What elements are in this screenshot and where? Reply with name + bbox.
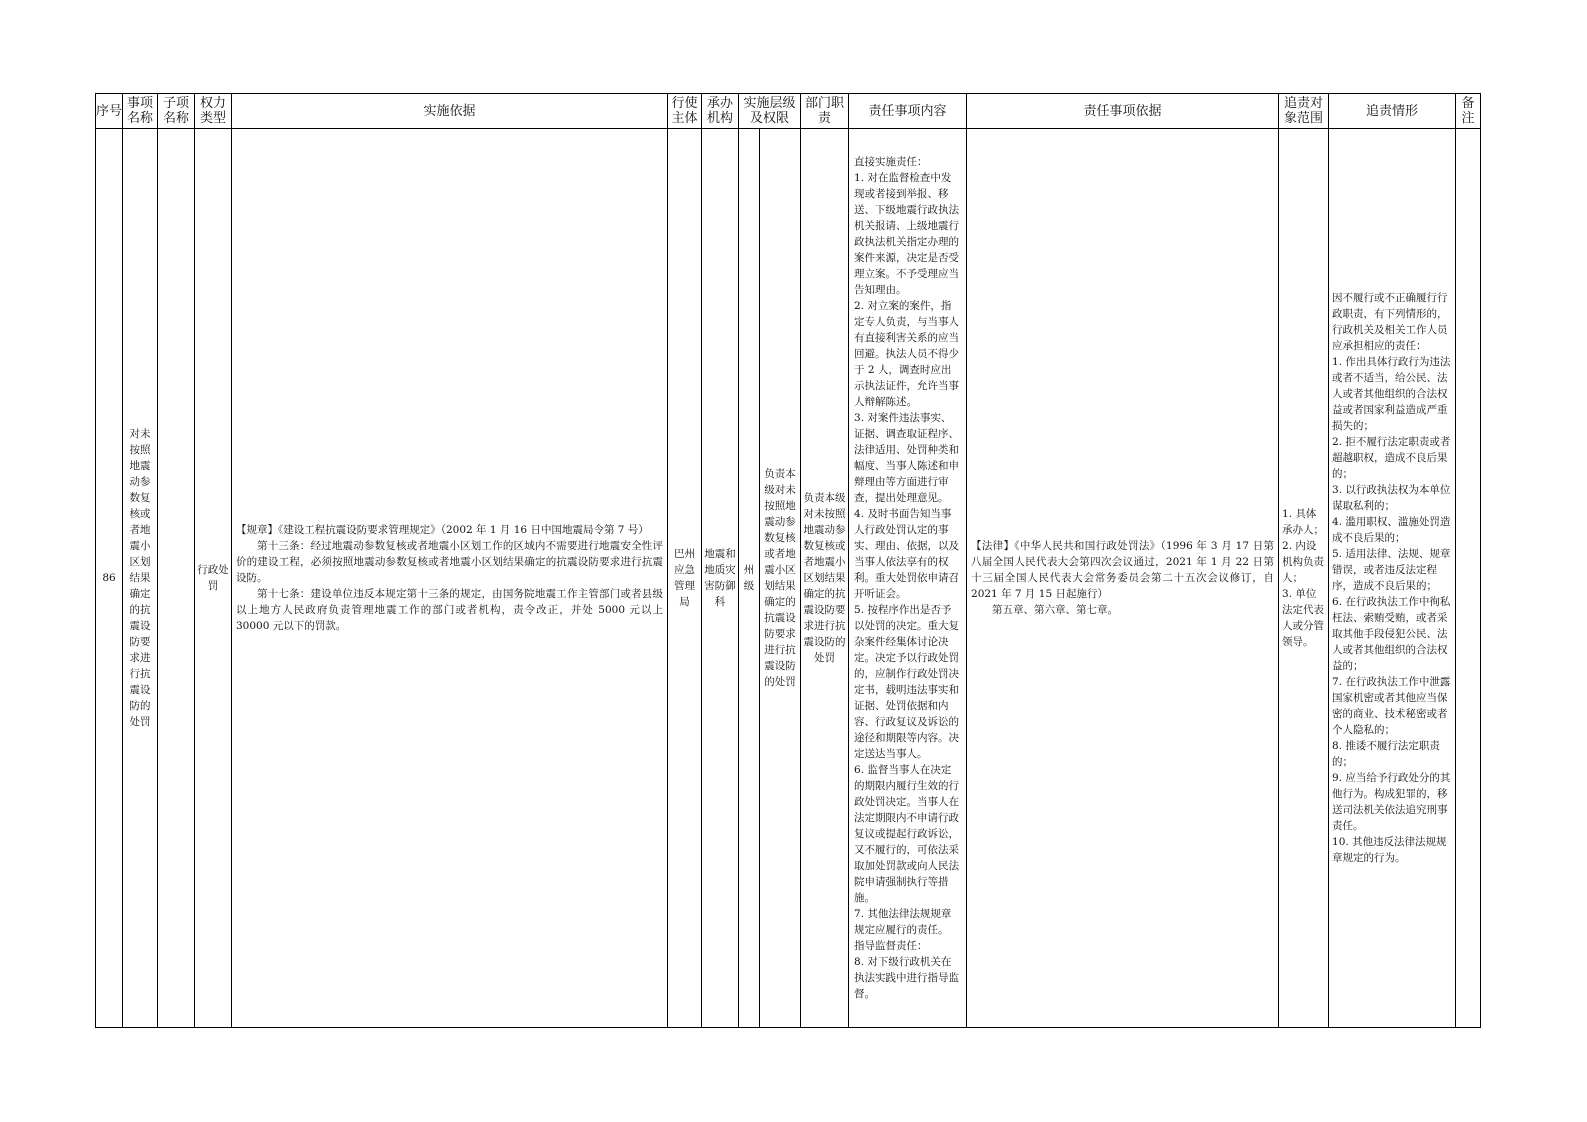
cell-accountable-cases: 因不履行或不正确履行行政职责，有下列情形的，行政机关及相关工作人员应承担相应的责任： 1. 作出具体行政行为违法或者不适当，给公民、法人或者其他组织的合法权益或者国家利益造成严重损失的； 2. 拒不履行法定职责或者超越职权，造成不良后果的； 3. 以行政执法权为本单位谋取私利的； 4. 滥用职权、滥施处罚造成不良后果的； 5. 适用法律、法规、规章错误，或者违反法定程序，造成不良后果的； 6. 在行政执法工作中徇私枉法、索贿受贿，或者采取其他手段侵犯公民、法人或者其他组织的合法权益的； 7. 在行政执法工作中泄露国家机密或者其他应当保密的商业、技术秘密或者个人隐私的； 8. 推诿不履行法定职责的； 9. 应当给予行政处分的其他行为。构成犯罪的，移送司法机关依法追究刑事责任。 10. 其他违反法律法规规章规定的行为。: [1329, 129, 1456, 1028]
header-subject: 行使主体: [668, 94, 702, 129]
basis-article-17: 第十七条：建设单位违反本规定第十三条的规定，由国务院地震工作主管部门或者县级以上地方人民政府负责管理地震工作的部门或者机构，责令改正，并处 5000 元以上 30000 元以下的罚款。: [236, 588, 667, 632]
cell-subject: 巴州应急管理局: [668, 129, 702, 1028]
cell-resp-content: 直接实施责任： 1. 对在监督检查中发现或者接到举报、移送、下级地震行政执法机关报请、上级地震行政执法机关指定办理的案件来源，决定是否受理立案。不予受理应当告知理由。 2. 对立案的案件，指定专人负责，与当事人有直接利害关系的应当回避。执法人员不得少于 2 人，调查时应出示执法证件，允许当事人辩解陈述。 3. 对案件违法事实、证据、调查取证程序、法律适用、处罚种类和幅度、当事人陈述和申辩理由等方面进行审查，提出处理意见。 4. 及时书面告知当事人行政处罚认定的事实、理由、依据，以及当事人依法享有的权利。重大处罚依申请召开听证会。 5. 按程序作出是否予以处罚的决定。重大复杂案件经集体讨论决定。决定予以行政处罚的，应制作行政处罚决定书，载明违法事实和证据、处罚依据和内容、行政复议及诉讼的途径和期限等内容。决定送达当事人。 6. 监督当事人在决定的期限内履行生效的行政处罚决定。当事人在法定期限内不申请行政复议或提起行政诉讼，又不履行的，可依法采取加处罚款或向人民法院申请强制执行等措施。 7. 其他法律法规规章规定应履行的责任。 指导监督责任： 8. 对下级行政机关在执法实践中进行指导监督。: [849, 129, 967, 1028]
cell-accountable-scope: 1. 具体承办人； 2. 内设机构负责人； 3. 单位法定代表人或分管领导。: [1279, 129, 1329, 1028]
cell-dept-duty: 负责本级对未按照地震动参数复核或者地震小区划结果确定的抗震设防要求进行抗震设防的处罚: [801, 129, 849, 1028]
header-resp-content: 责任事项内容: [849, 94, 967, 129]
cell-note: [1456, 129, 1481, 1028]
table-row: [96, 129, 1481, 1028]
header-sub-name: 子项名称: [158, 94, 195, 129]
header-dept-duty: 部门职责: [801, 94, 849, 129]
cell-item-name: 对未按照地震动参数复核或者地震小区划结果确定的抗震设防要求进行抗震设防的处罚: [123, 129, 158, 1028]
header-resp-basis: 责任事项依据: [967, 94, 1279, 129]
cell-resp-basis: [967, 129, 1279, 1028]
cell-handler: 地震和地质灾害防御科: [702, 129, 739, 1028]
header-row: [96, 94, 1481, 129]
header-basis: 实施依据: [232, 94, 668, 129]
header-note: 备注: [1456, 94, 1481, 129]
basis-title: 【规章】《建设工程抗震设防要求管理规定》（2002 年 1 月 16 日中国地震局令第 7 号）: [236, 524, 649, 536]
cell-power-type: 行政处罚: [195, 129, 232, 1028]
header-item-name: 事项名称: [123, 94, 158, 129]
header-seq: 序号: [96, 94, 123, 129]
header-accountable-scope: 追责对象范围: [1279, 94, 1329, 129]
resp-basis-chapters: 第五章、第六章、第七章。: [992, 604, 1119, 616]
basis-article-13: 第十三条：经过地震动参数复核或者地震小区划工作的区域内不需要进行地震安全性评价的建设工程，必须按照地震动参数复核或者地震小区划结果确定的抗震设防要求进行抗震设防。: [236, 540, 663, 584]
power-list-table: [95, 93, 1481, 1028]
cell-level-a: 州级: [739, 129, 760, 1028]
header-handler: 承办机构: [702, 94, 739, 129]
header-level: 实施层级及权限: [739, 94, 801, 129]
cell-level-b: 负责本级对未按照地震动参数复核或者地震小区划结果确定的抗震设防要求进行抗震设防的处罚: [760, 129, 801, 1028]
cell-basis: [232, 129, 668, 1028]
resp-basis-law: 【法律】《中华人民共和国行政处罚法》（1996 年 3 月 17 日第八届全国人民代表大会第四次会议通过，2021 年 1 月 22 日第十三届全国人民代表大会常务委员会第二十五次会议修订，自 2021 年 7 月 15 日起施行）: [971, 540, 1278, 600]
cell-seq: 86: [96, 129, 123, 1028]
header-accountable-cases: 追责情形: [1329, 94, 1456, 129]
header-power-type: 权力类型: [195, 94, 232, 129]
cell-sub-name: [158, 129, 195, 1028]
